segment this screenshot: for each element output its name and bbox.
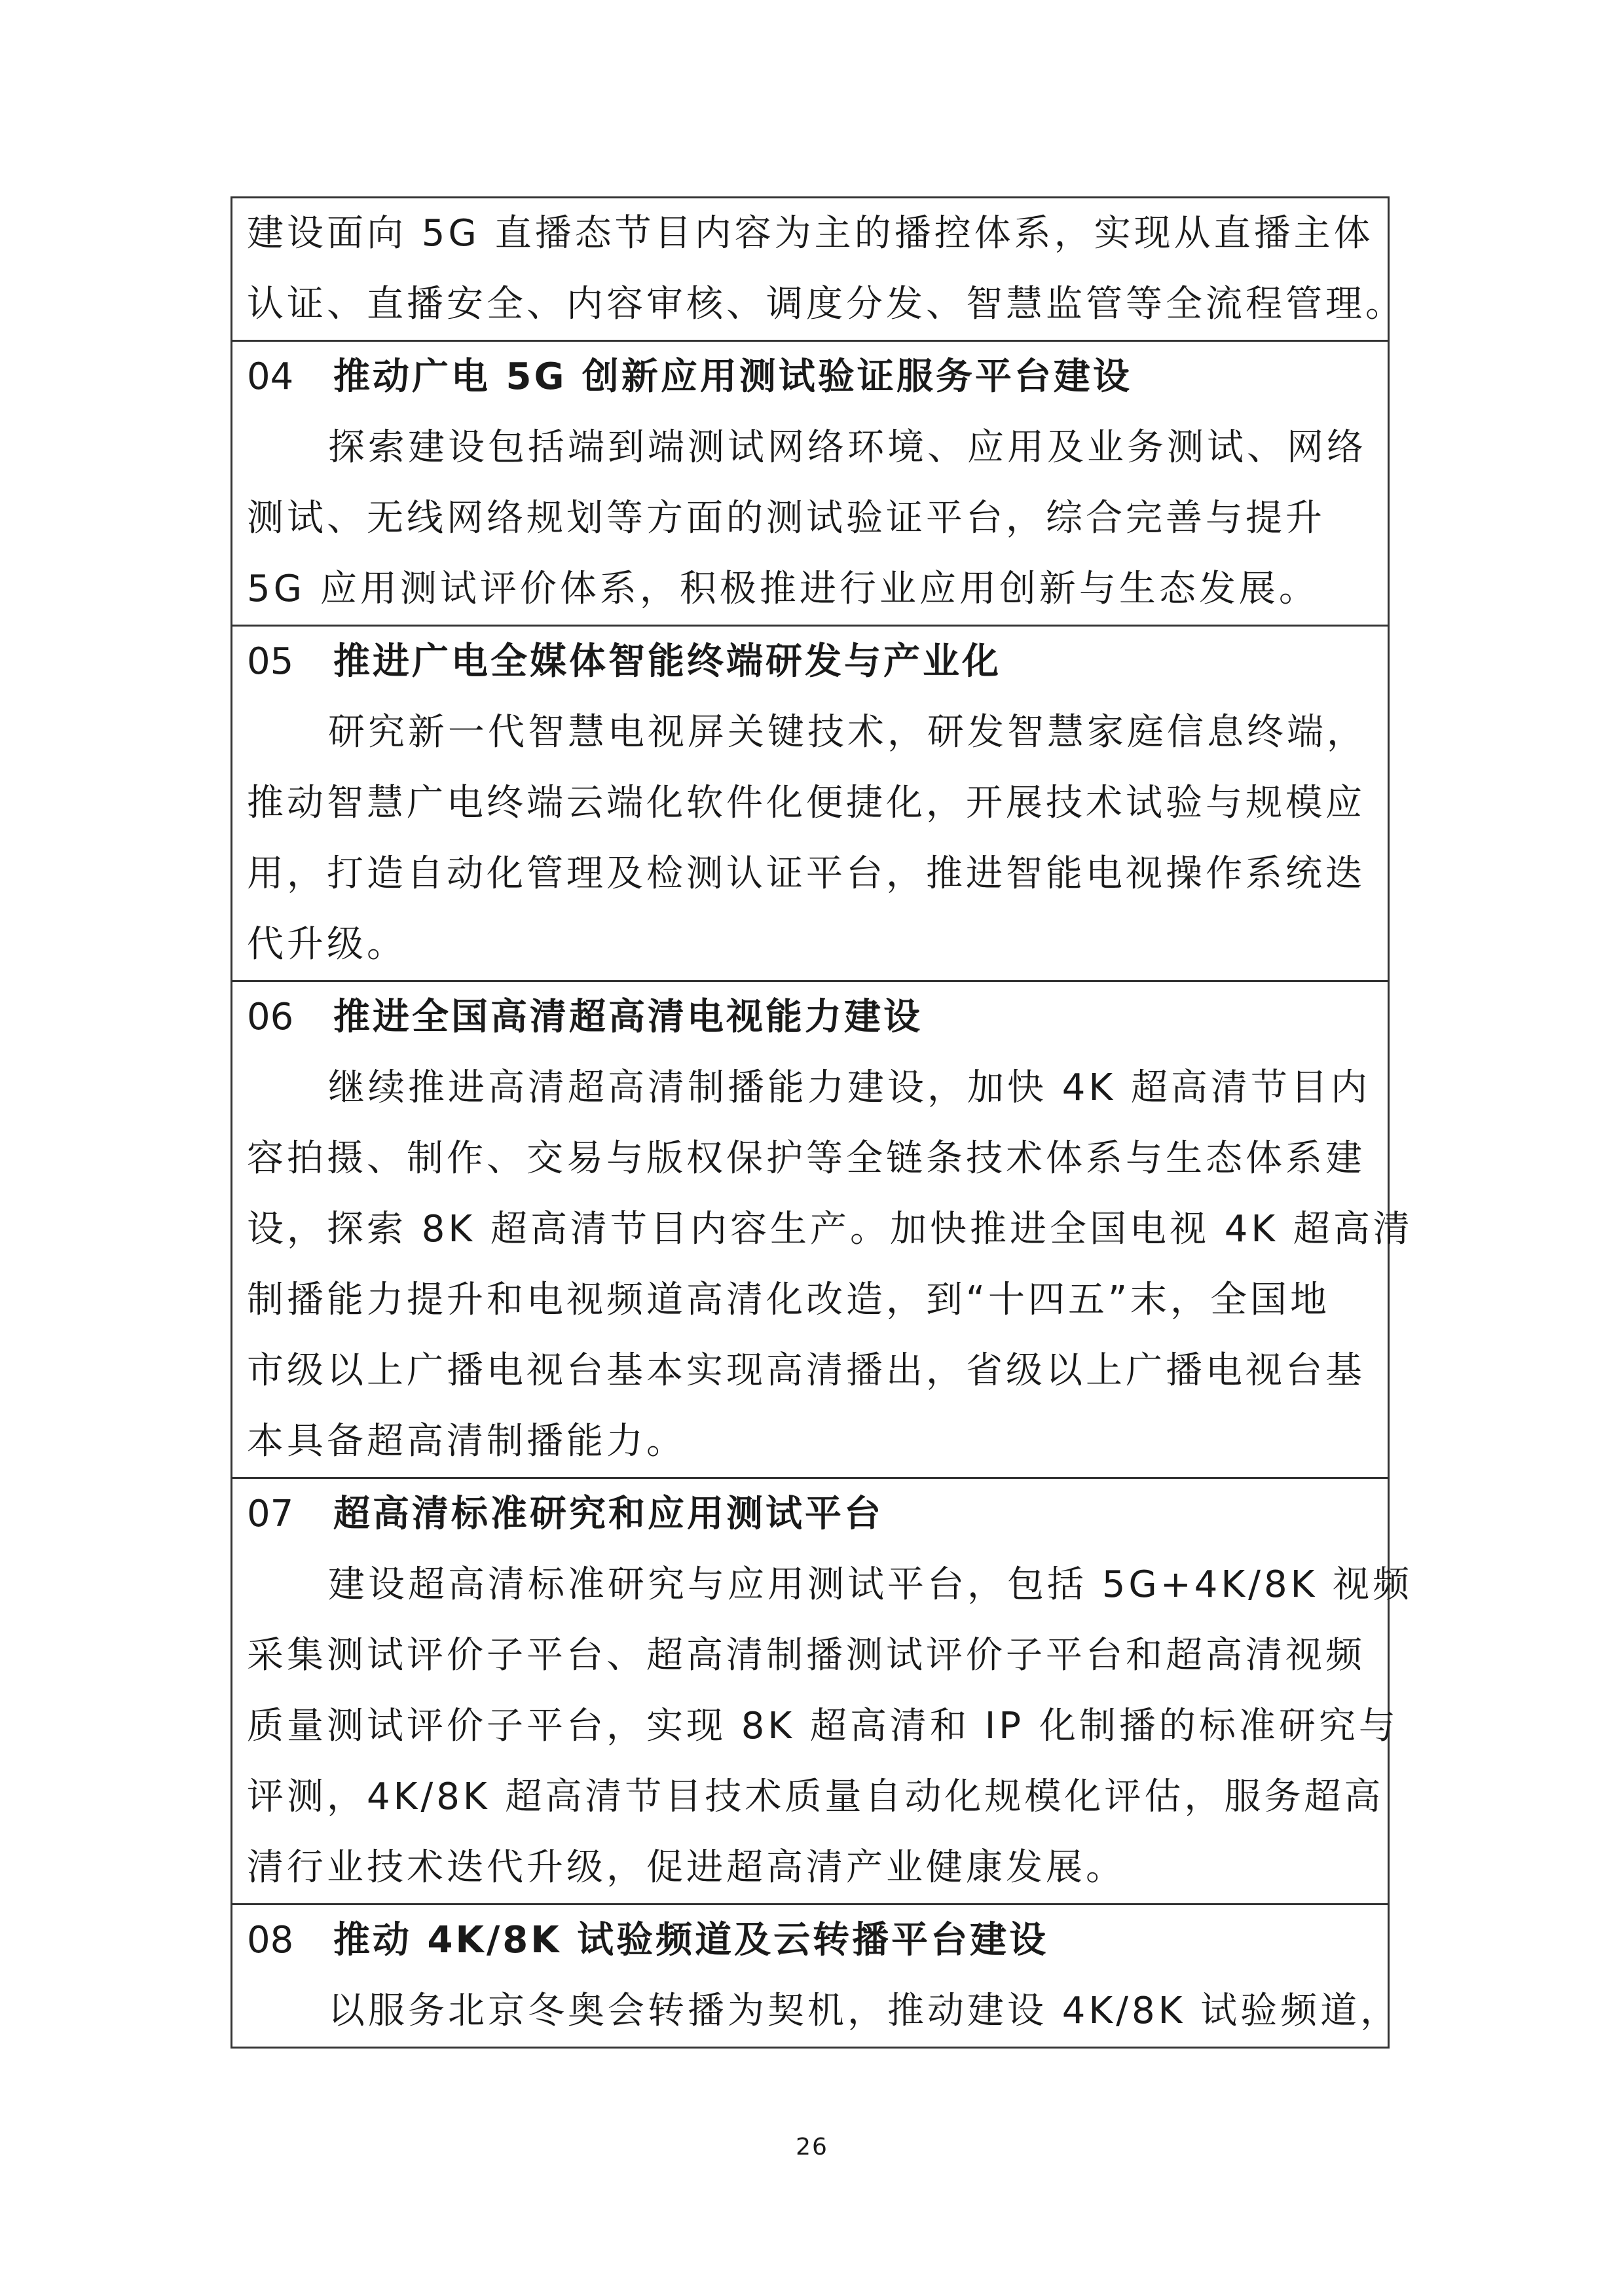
projects-table xyxy=(231,196,1413,2049)
body-line: 建设超高清标准研究与应用测试平台，包括 5G+4K/8K 视频 xyxy=(328,1563,1413,1606)
body-line: 评测，4K/8K 超高清节目技术质量自动化规模化评估，服务超高 xyxy=(247,1776,1384,1818)
body-line: 采集测试评价子平台、超高清制播测试评价子平台和超高清视频 xyxy=(247,1634,1365,1677)
continuation-cell xyxy=(232,198,1405,340)
body-line: 设，探索 8K 超高清节目内容生产。加快推进全国电视 4K 超高清 xyxy=(247,1208,1413,1250)
body-line: 本具备超高清制播能力。 xyxy=(247,1420,686,1463)
item-cell-05 xyxy=(232,625,1388,980)
body-line: 以服务北京冬奥会转播为契机，推动建设 4K/8K 试验频道， xyxy=(328,1990,1401,2032)
body-line: 探索建设包括端到端测试网络环境、应用及业务测试、网络 xyxy=(328,426,1367,469)
body-line: 清行业技术迭代升级，促进超高清产业健康发展。 xyxy=(247,1846,1126,1889)
item-cell-07 xyxy=(232,1477,1413,1903)
body-line: 继续推进高清超高清制播能力建设，加快 4K 超高清节目内 xyxy=(328,1066,1371,1109)
item-heading xyxy=(247,627,1373,697)
item-heading xyxy=(247,1905,1373,1976)
body-line: 容拍摄、制作、交易与版权保护等全链条技术体系与生态体系建 xyxy=(247,1137,1365,1180)
item-cell-08 xyxy=(232,1903,1401,2047)
item-number: 05 xyxy=(247,640,294,683)
item-number: 08 xyxy=(247,1919,294,1961)
body-line: 5G 应用测试评价体系，积极推进行业应用创新与生态发展。 xyxy=(247,568,1319,610)
item-title: 推进广电全媒体智能终端研发与产业化 xyxy=(333,640,1001,683)
item-number: 07 xyxy=(247,1493,294,1535)
item-cell-06 xyxy=(232,980,1413,1477)
body-line: 测试、无线网络规划等方面的测试验证平台，综合完善与提升 xyxy=(247,497,1325,539)
item-heading xyxy=(247,342,1373,412)
item-cell-04 xyxy=(232,340,1388,625)
body-line: 代升级。 xyxy=(247,923,407,966)
item-title: 推动广电 5G 创新应用测试验证服务平台建设 xyxy=(333,355,1132,398)
body-line: 建设面向 5G 直播态节目内容为主的播控体系，实现从直播主体 xyxy=(247,212,1374,255)
body-line: 制播能力提升和电视频道高清化改造，到“十四五”末，全国地 xyxy=(247,1279,1331,1321)
item-number: 04 xyxy=(247,355,294,398)
item-heading xyxy=(247,1479,1373,1550)
item-heading xyxy=(247,982,1373,1053)
item-number: 06 xyxy=(247,996,294,1038)
body-line: 用，打造自动化管理及检测认证平台，推进智能电视操作系统迭 xyxy=(247,852,1365,895)
body-line: 认证、直播安全、内容审核、调度分发、智慧监管等全流程管理。 xyxy=(247,283,1405,325)
body-line: 市级以上广播电视台基本实现高清播出，省级以上广播电视台基 xyxy=(247,1349,1365,1392)
body-line: 研究新一代智慧电视屏关键技术，研发智慧家庭信息终端， xyxy=(328,711,1367,754)
item-title: 超高清标准研究和应用测试平台 xyxy=(333,1493,883,1535)
body-line: 质量测试评价子平台，实现 8K 超高清和 IP 化制播的标准研究与 xyxy=(247,1705,1399,1747)
item-title: 推进全国高清超高清电视能力建设 xyxy=(333,996,923,1038)
item-title: 推动 4K/8K 试验频道及云转播平台建设 xyxy=(333,1919,1049,1961)
body-line: 推动智慧广电终端云端化软件化便捷化，开展技术试验与规模应 xyxy=(247,782,1365,824)
page-number: 26 xyxy=(796,2134,828,2160)
